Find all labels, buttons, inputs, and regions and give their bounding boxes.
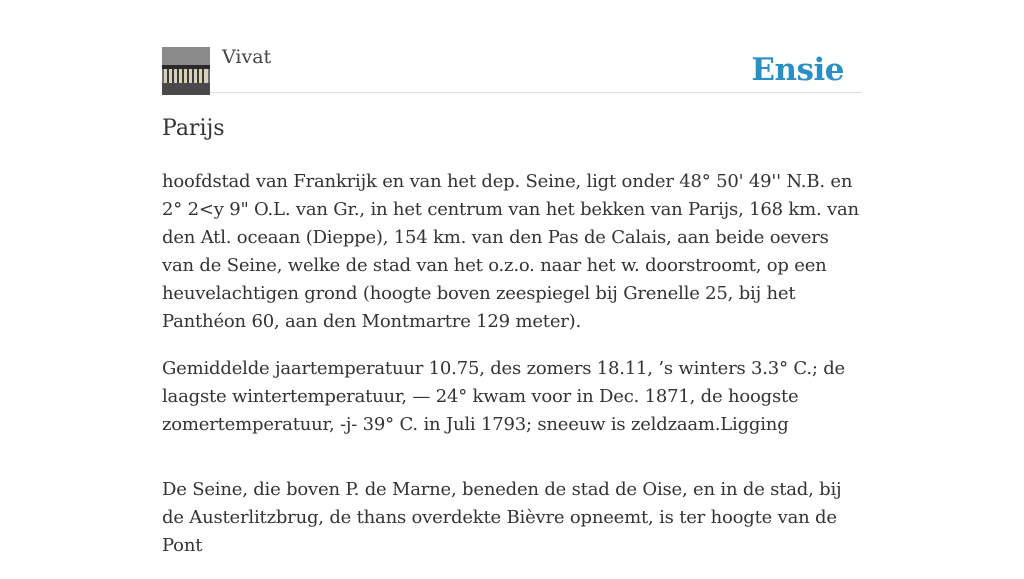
- article-paragraph: De Seine, die boven P. de Marne, beneden de stad de Oise, en in de stad, bij de Austerlitzbrug, de thans overdekte Bièvre opneemt, is ter hoogte van de Pont: [162, 479, 842, 556]
- author-avatar[interactable]: [162, 47, 210, 95]
- author-name[interactable]: Vivat: [222, 46, 272, 68]
- article-paragraph: hoofdstad van Frankrijk en van het dep. Seine, ligt onder 48° 50' 49'' N.B. en 2° 2<y 9" O.L. van Gr., in het centrum van het bekken van Parijs, 168 km. van den Atl. oceaan (Dieppe), 154 km. van den Pas de Calais, aan beide oevers van de Seine, welke de stad van het o.z.o. naar het w. doorstroomt, op een heuvelachtigen grond (hoogte boven zeespiegel bij Grenelle 25, bij het Panthéon 60, aan den Montmartre 129 meter).: [162, 171, 859, 332]
- brand-logo[interactable]: Ensie: [751, 52, 844, 88]
- site-header: [162, 46, 862, 93]
- article-paragraph: Gemiddelde jaartemperatuur 10.75, des zomers 18.11, ’s winters 3.3° C.; de laagste wintertemperatuur, — 24° kwam voor in Dec. 1871, de hoogste zomertemperatuur, -j- 39° C. in Juli 1793; sneeuw is zeldzaam.Ligging: [162, 358, 845, 435]
- avatar-image: [162, 47, 210, 95]
- page-title: Parijs: [162, 116, 225, 141]
- article-body: [162, 168, 862, 579]
